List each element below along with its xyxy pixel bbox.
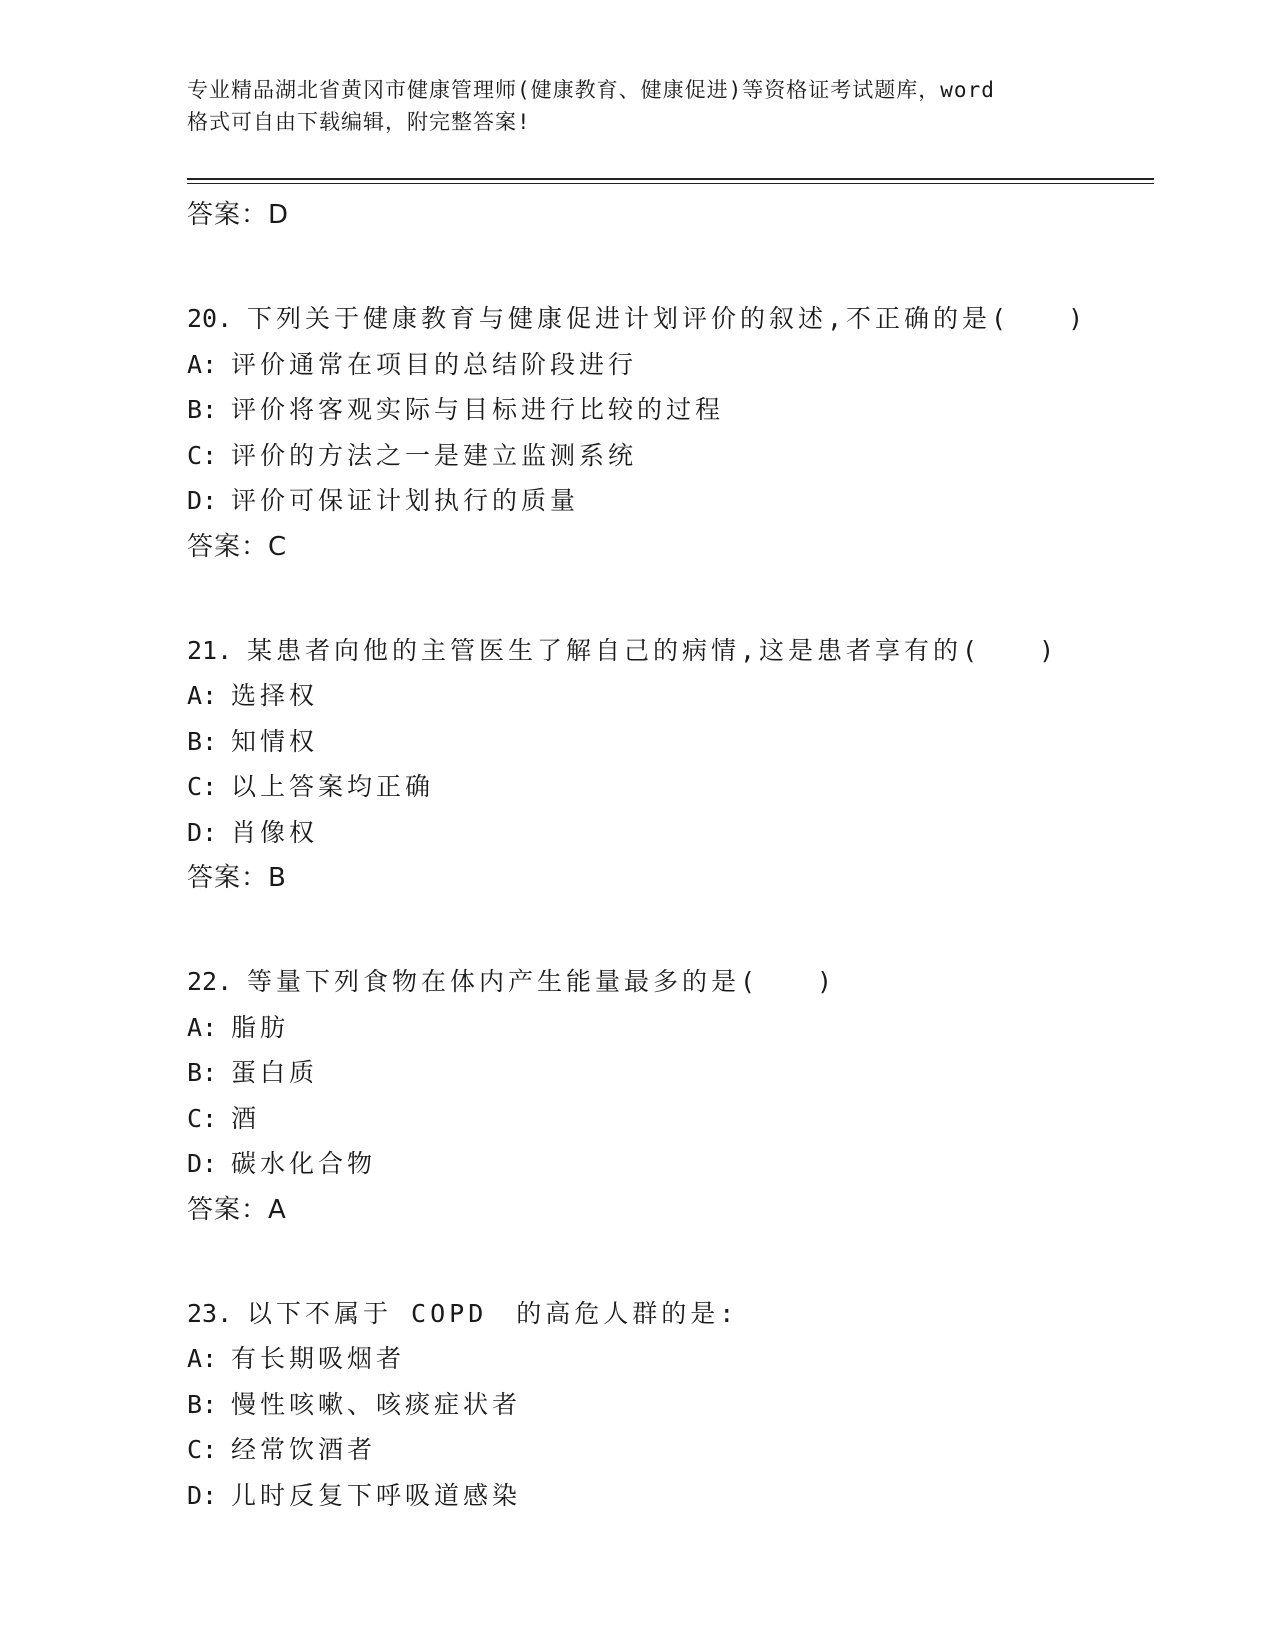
question-text: 某患者向他的主管医生了解自己的病情,这是患者享有的( ): [247, 635, 1059, 665]
question-text: 下列关于健康教育与健康促进计划评价的叙述,不正确的是( ): [247, 304, 1088, 333]
option-b: B: 评价将客观实际与目标进行比较的过程: [187, 395, 725, 424]
question-number: 21.: [187, 635, 233, 665]
option-b: B: 慢性咳嗽、咳痰症状者: [187, 1389, 522, 1419]
question-stem: [187, 628, 1147, 674]
question-text: 等量下列食物在体内产生能量最多的是( ): [247, 967, 837, 996]
answer-line: 答案：D: [187, 200, 290, 230]
question-stem: [187, 296, 1147, 342]
option-d: D: 评价可保证计划执行的质量: [187, 486, 580, 515]
question-item: [187, 296, 1147, 570]
question-stem: [187, 1291, 1147, 1337]
option-a: A: 选择权: [187, 681, 319, 710]
option-d: D: 碳水化合物: [187, 1149, 377, 1178]
question-stem: [187, 959, 1147, 1005]
option-c: C: 评价的方法之一是建立监测系统: [187, 440, 638, 470]
option-c: C: 酒: [187, 1103, 261, 1133]
option-d: D: 肖像权: [187, 817, 319, 847]
question-number: 22.: [187, 967, 233, 996]
question-list: [187, 192, 1147, 1518]
answer-line: 答案：C: [187, 531, 288, 562]
question-text: 以下不属于 COPD 的高危人群的是:: [247, 1298, 739, 1328]
option-b: B: 知情权: [187, 726, 319, 756]
header-line-2: 格式可自由下载编辑，附完整答案!: [187, 110, 531, 134]
answer-line: 答案：B: [187, 863, 287, 893]
question-item: [187, 1291, 1147, 1519]
header-line-1: 专业精品湖北省黄冈市健康管理师(健康教育、健康促进)等资格证考试题库，word: [187, 78, 995, 102]
option-c: C: 经常饮酒者: [187, 1435, 377, 1464]
option-a: A: 有长期吸烟者: [187, 1344, 406, 1373]
page-header: [187, 74, 1087, 138]
option-a: A: 评价通常在项目的总结阶段进行: [187, 349, 638, 379]
question-item: [187, 628, 1147, 902]
option-c: C: 以上答案均正确: [187, 772, 435, 801]
answer-line: 答案：A: [187, 1194, 287, 1225]
option-d: D: 儿时反复下呼吸道感染: [187, 1480, 522, 1510]
header-divider: [187, 178, 1154, 180]
header-divider-thin: [187, 183, 1154, 184]
question-item: [187, 959, 1147, 1233]
option-a: A: 脂肪: [187, 1012, 290, 1042]
question-number: 23.: [187, 1298, 233, 1328]
option-b: B: 蛋白质: [187, 1058, 319, 1087]
question-number: 20.: [187, 304, 233, 333]
